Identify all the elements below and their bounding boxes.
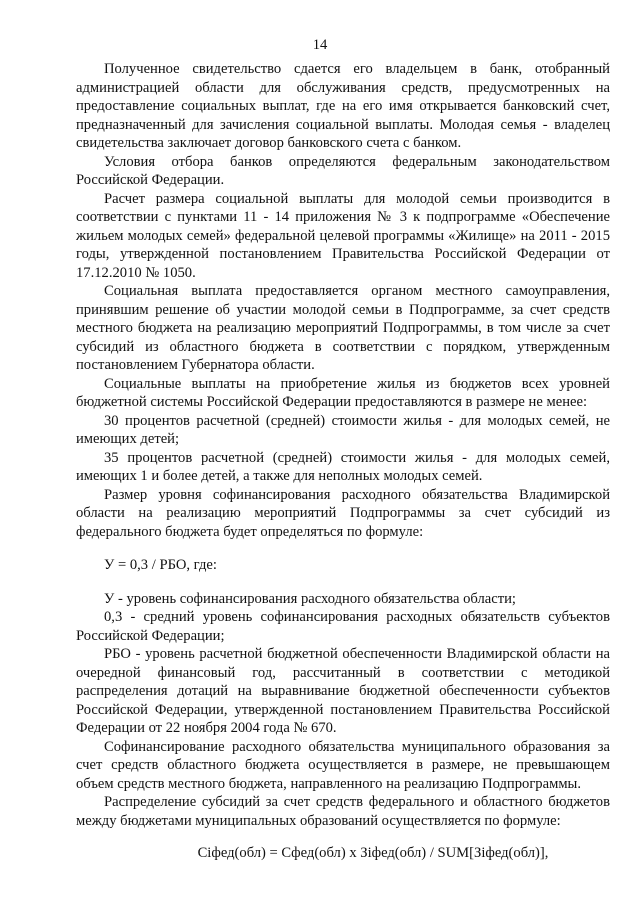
paragraph: Социальные выплаты на приобретение жилья из бюджетов всех уровней бюджетной системы Российской Федерации предоставляются в размере не менее: [76, 375, 610, 410]
paragraph: 35 процентов расчетной (средней) стоимости жилья - для молодых семей, имеющих 1 и более детей, а также для неполных молодых семей. [76, 449, 610, 484]
paragraph: Софинансирование расходного обязательства муниципального образования за счет средств областного бюджета осуществляется в размере, не превышающем объем средств местного бюджета, направленного на реализацию Подпрограммы. [76, 738, 610, 792]
formula-distribution: Сiфед(обл) = Сфед(обл) x Зiфед(обл) / SUM[Зiфед(обл)], [197, 845, 549, 861]
paragraph: Полученное свидетельство сдается его владельцем в банк, отобранный администрацией области для обслуживания средств, предусмотренных на предоставление социальных выплат, где на его имя открывается банковский счет, предназначенный для зачисления социальной выплаты. Молодая семья - владелец свидетельства заключает договор банковского счета с банком. [76, 61, 610, 151]
formula-level: У = 0,3 / РБО, где: [104, 557, 217, 573]
paragraph: 30 процентов расчетной (средней) стоимости жилья - для молодых семей, не имеющих детей; [76, 412, 610, 447]
paragraph: Расчет размера социальной выплаты для молодой семьи производится в соответствии с пунктами 11 - 14 приложения № 3 к подпрограмме «Обеспечение жильем молодых семей» федеральной целевой программы «Жилище» на 2011 - 2015 годы, утвержденной постановлением Правительства Российской Федерации от 17.12.2010 № 1050. [76, 190, 610, 281]
definition-paragraph: РБО - уровень расчетной бюджетной обеспеченности Владимирской области на очередной финансовый год, рассчитанный в соответствии с методикой распределения дотаций на выравнивание бюджетной обеспеченности субъектов Российской Федерации, утвержденной постановлением Правительства Российской Федерации от 22 ноября 2004 года № 670. [76, 646, 610, 736]
definition-paragraph: У - уровень софинансирования расходного обязательства области; [104, 590, 516, 607]
definition-paragraph: 0,3 - средний уровень софинансирования расходных обязательств субъектов Российской Федерации; [76, 609, 610, 644]
paragraph: Распределение субсидий за счет средств федерального и областного бюджетов между бюджетами муниципальных образований осуществляется по формуле: [76, 794, 610, 829]
paragraph: Социальная выплата предоставляется органом местного самоуправления, принявшим решение об участии молодой семьи в Подпрограмме, за счет средств местного бюджета на реализацию мероприятий Подпрограммы, в том числе за счет субсидий из областного бюджета в соответствии с порядком, утвержденным постановлением Губернатора области. [76, 283, 610, 373]
document-body [76, 60, 610, 863]
page-number: 14 [312, 37, 328, 53]
paragraph: Размер уровня софинансирования расходного обязательства Владимирской области на реализацию мероприятий Подпрограммы за счет субсидий из федерального бюджета будет определяться по формуле: [76, 486, 610, 540]
paragraph: Условия отбора банков определяются федеральным законодательством Российской Федерации. [76, 153, 610, 188]
